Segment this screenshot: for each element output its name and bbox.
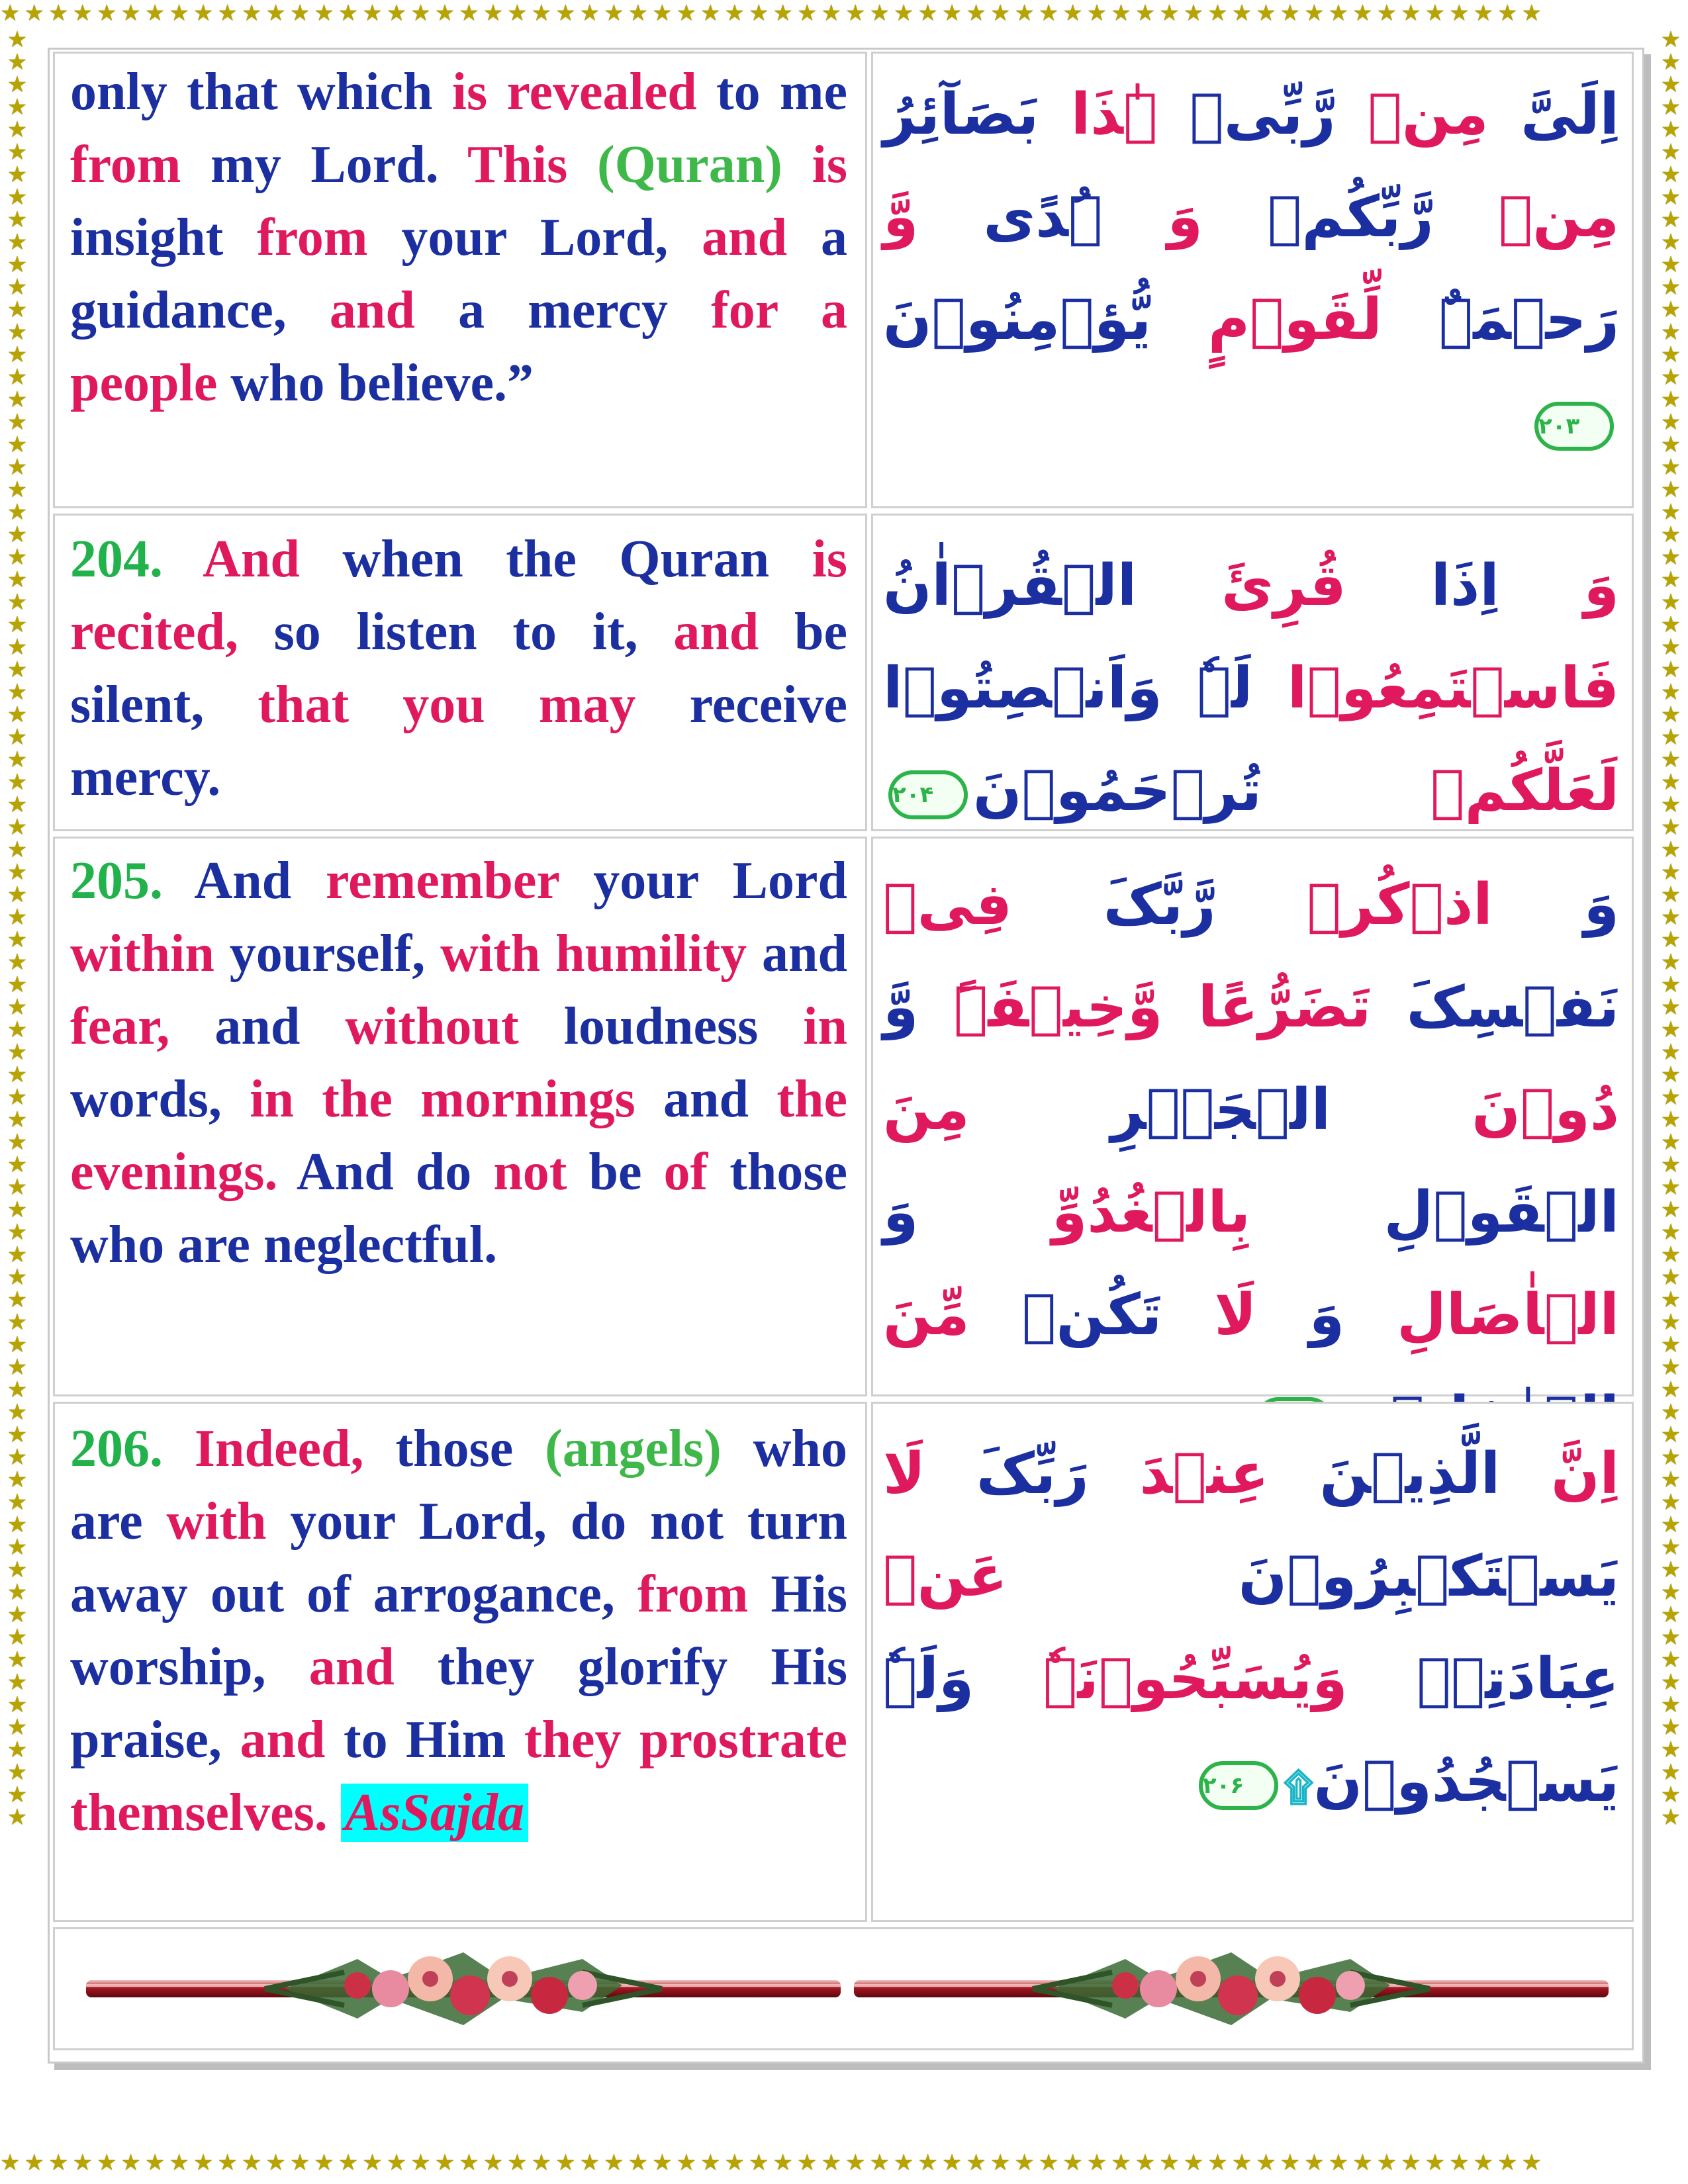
arabic-word: نَفۡسِکَ <box>1371 974 1619 1040</box>
english-run: my Lord. <box>181 136 468 194</box>
arabic-word: بَصَآئِرُ <box>883 81 1039 148</box>
arabic-word: رَحۡمَۃٌ <box>1382 287 1619 353</box>
english-run: who believe.” <box>217 354 534 412</box>
arabic-word: لَا <box>1162 1282 1257 1348</box>
arabic-word: تُرۡحَمُوۡنَ <box>973 758 1262 824</box>
arabic-word: اذۡکُرۡ <box>1215 872 1493 938</box>
arabic-word: وَ <box>1499 553 1619 619</box>
sajda-mark-icon: ۩ <box>1283 1764 1314 1811</box>
arabic-word: یَسۡتَکۡبِرُوۡنَ <box>1007 1543 1619 1610</box>
english-run: your Lord, <box>367 208 702 267</box>
arabic-word: وَاَنۡصِتُوۡا <box>883 655 1162 721</box>
arabic-word: ہٰذَا <box>1039 81 1158 148</box>
english-run: they prostrate themselves. <box>70 1711 848 1842</box>
arabic-word: عِنۡدَ <box>1088 1441 1269 1507</box>
english-run: 206. <box>70 1420 163 1478</box>
english-run: Indeed, <box>194 1420 364 1478</box>
arabic-word: رَّبِّکُمۡ <box>1202 184 1434 250</box>
english-run: to me <box>696 63 847 121</box>
english-run: be <box>567 1143 664 1201</box>
arabic-word: لِّقَوۡمٍ <box>1151 287 1382 353</box>
english-run: And <box>203 530 300 588</box>
arabic-text-204 <box>883 535 1619 842</box>
english-run: who are <box>70 1420 847 1551</box>
english-run: your Lord <box>559 852 847 910</box>
english-run: remember <box>326 852 559 910</box>
arabic-word: قُرِیَٔ <box>1137 553 1346 619</box>
arabic-word: وَّخِیۡفَۃً <box>918 974 1163 1040</box>
english-run: from <box>70 136 181 194</box>
arabic-word: فِیۡ <box>883 872 1012 938</box>
english-run: and <box>702 208 788 267</box>
english-run: and <box>169 997 346 1056</box>
arabic-word: لَہٗ <box>1162 655 1253 721</box>
english-text-204 <box>70 523 847 814</box>
arabic-word: یَسۡجُدُوۡنَ <box>1313 1749 1619 1815</box>
star-border-bottom: ★★★★★★★★★★★★★★★★★★★★★★★★★★★★★★★★★★★★★★★★★★★★★★★★★★★★★★★★★★★★★★★★ <box>0 2152 1546 2175</box>
arabic-word: الۡاٰصَالِ <box>1344 1282 1619 1348</box>
english-run: receive mercy. <box>70 676 847 807</box>
arabic-word: اِنَّ <box>1500 1441 1619 1507</box>
arabic-word: وَّ <box>883 184 919 250</box>
english-run: and <box>673 603 759 661</box>
english-run: is revealed <box>451 63 697 121</box>
rose-bouquet-left <box>265 1952 662 2025</box>
star-border-left: ★★★★★★★★★★★★★★★★★★★★★★★★★★★★★★★★★★★★★★★★★★★★★★★★★★★★★★★★★★★★★★★★★★★★★★★★★★★★★★★★ <box>7 29 28 1830</box>
english-run: and <box>635 1070 777 1128</box>
ayah-number-badge: ۲۰۳ <box>1534 402 1614 451</box>
arabic-word: الَّذِیۡنَ <box>1268 1441 1501 1507</box>
english-run: and <box>240 1711 326 1769</box>
english-run: His worship, <box>70 1565 848 1696</box>
english-run: within <box>70 925 214 983</box>
english-run: insight <box>70 208 258 267</box>
english-run: without <box>345 997 519 1056</box>
english-run: words, <box>70 1070 250 1128</box>
english-run: your Lord, do not turn away out of arrogance, <box>70 1492 847 1623</box>
arabic-word: وَّ <box>883 974 919 1040</box>
arabic-word: وَ <box>883 1179 919 1246</box>
english-run: This <box>467 136 568 194</box>
sajda-label: AsSajda <box>341 1784 528 1842</box>
arabic-word: رَبِّکَ <box>925 1441 1089 1507</box>
arabic-word: وَ <box>1102 184 1203 250</box>
english-text-205 <box>70 844 847 1281</box>
english-run: be silent, <box>70 603 847 734</box>
arabic-word: وَلَہٗ <box>883 1646 974 1712</box>
floral-divider-decoration <box>79 1933 1615 2045</box>
arabic-word: اِلَیَّ <box>1488 81 1620 148</box>
english-run: not <box>493 1143 567 1201</box>
english-run: for a people <box>70 281 848 412</box>
arabic-word: مِنۡ <box>1433 184 1620 250</box>
arabic-word: وَ <box>1492 872 1619 938</box>
arabic-word: ہُدًی <box>918 184 1103 250</box>
english-run: only that which <box>70 63 452 121</box>
english-run: that you may <box>258 676 636 734</box>
english-run: is <box>812 136 847 194</box>
english-run: and <box>308 1638 395 1696</box>
english-run: in the mornings <box>250 1070 635 1128</box>
arabic-text-203 <box>883 64 1619 474</box>
arabic-word: مِّنَ <box>883 1282 970 1348</box>
english-run: with <box>166 1492 267 1551</box>
english-run: from <box>257 208 368 267</box>
rose-bouquet-right <box>1033 1952 1430 2025</box>
arabic-word: الۡجَہۡرِ <box>969 1077 1331 1143</box>
english-run: recited, <box>70 603 238 661</box>
arabic-word: تَضَرُّعًا <box>1162 974 1372 1040</box>
arabic-word: لَعَلَّکُمۡ <box>1261 758 1619 824</box>
arabic-word: الۡقَوۡلِ <box>1250 1179 1619 1246</box>
english-run: (Quran) <box>596 136 782 194</box>
english-run: so listen to it, <box>238 603 674 661</box>
arabic-word: تَکُنۡ <box>969 1282 1162 1348</box>
ayah-number-badge: ۲۰۶ <box>1199 1761 1278 1810</box>
arabic-word: عِبَادَتِہٖ <box>1347 1646 1619 1712</box>
arabic-word: بِالۡغُدُوِّ <box>918 1179 1251 1246</box>
english-run: 204. <box>70 530 163 588</box>
star-border-right: ★★★★★★★★★★★★★★★★★★★★★★★★★★★★★★★★★★★★★★★★★★★★★★★★★★★★★★★★★★★★★★★★★★★★★★★★★★★★★★★★ <box>1660 29 1681 1830</box>
arabic-word: مِنۡ <box>1335 81 1489 148</box>
english-text-206 <box>70 1412 847 1849</box>
arabic-word: رَّبَّکَ <box>1011 872 1216 938</box>
english-run: and <box>329 281 415 340</box>
english-run: in <box>803 997 847 1056</box>
english-run <box>163 530 203 588</box>
arabic-word: رَّبِّیۡ <box>1157 81 1336 148</box>
arabic-word: مِنَ <box>883 1077 970 1143</box>
english-run: those <box>363 1420 545 1478</box>
english-run: from <box>637 1565 749 1623</box>
arabic-word: لَا <box>883 1441 926 1507</box>
english-run: a guidance, <box>70 208 847 340</box>
english-run: And <box>163 852 326 910</box>
english-run: is <box>812 530 847 588</box>
english-run: they glorify His praise, <box>70 1638 847 1769</box>
arabic-word: وَ <box>1256 1282 1345 1348</box>
english-run: (angels) <box>545 1420 722 1478</box>
english-run: the evenings. <box>70 1070 848 1201</box>
arabic-word: اِذَا <box>1346 553 1499 619</box>
arabic-word: عَنۡ <box>883 1543 1008 1610</box>
english-run: 205. <box>70 852 163 910</box>
english-run: yourself, <box>214 925 441 983</box>
english-run: when the Quran <box>299 530 812 588</box>
arabic-word: فَاسۡتَمِعُوۡا <box>1252 655 1619 721</box>
english-run: those who are neglectful. <box>70 1143 847 1274</box>
english-run: loudness <box>518 997 804 1056</box>
english-run: And do <box>277 1143 494 1201</box>
star-border-top: ★★★★★★★★★★★★★★★★★★★★★★★★★★★★★★★★★★★★★★★★★★★★★★★★★★★★★★★★★★★★★★★★ <box>0 3 1546 26</box>
arabic-text-206 <box>883 1423 1619 1839</box>
arabic-word: وَیُسَبِّحُوۡنَہٗ <box>974 1646 1348 1712</box>
english-run: fear, <box>70 997 170 1056</box>
english-run <box>567 136 597 194</box>
english-run: of <box>663 1143 708 1201</box>
english-run <box>163 1420 195 1478</box>
arabic-word: الۡقُرۡاٰنُ <box>883 553 1137 619</box>
english-run: to Him <box>325 1711 524 1769</box>
english-run: a mercy <box>414 281 712 340</box>
english-run <box>782 136 812 194</box>
arabic-word: یُّؤۡمِنُوۡنَ <box>883 287 1152 353</box>
arabic-text-205 <box>883 854 1619 1469</box>
english-text-203 <box>70 56 847 420</box>
ayah-number-badge: ۲۰۴ <box>888 770 968 819</box>
english-run: and <box>747 925 847 983</box>
arabic-word: دُوۡنَ <box>1331 1077 1620 1143</box>
english-run: with humility <box>440 925 747 983</box>
